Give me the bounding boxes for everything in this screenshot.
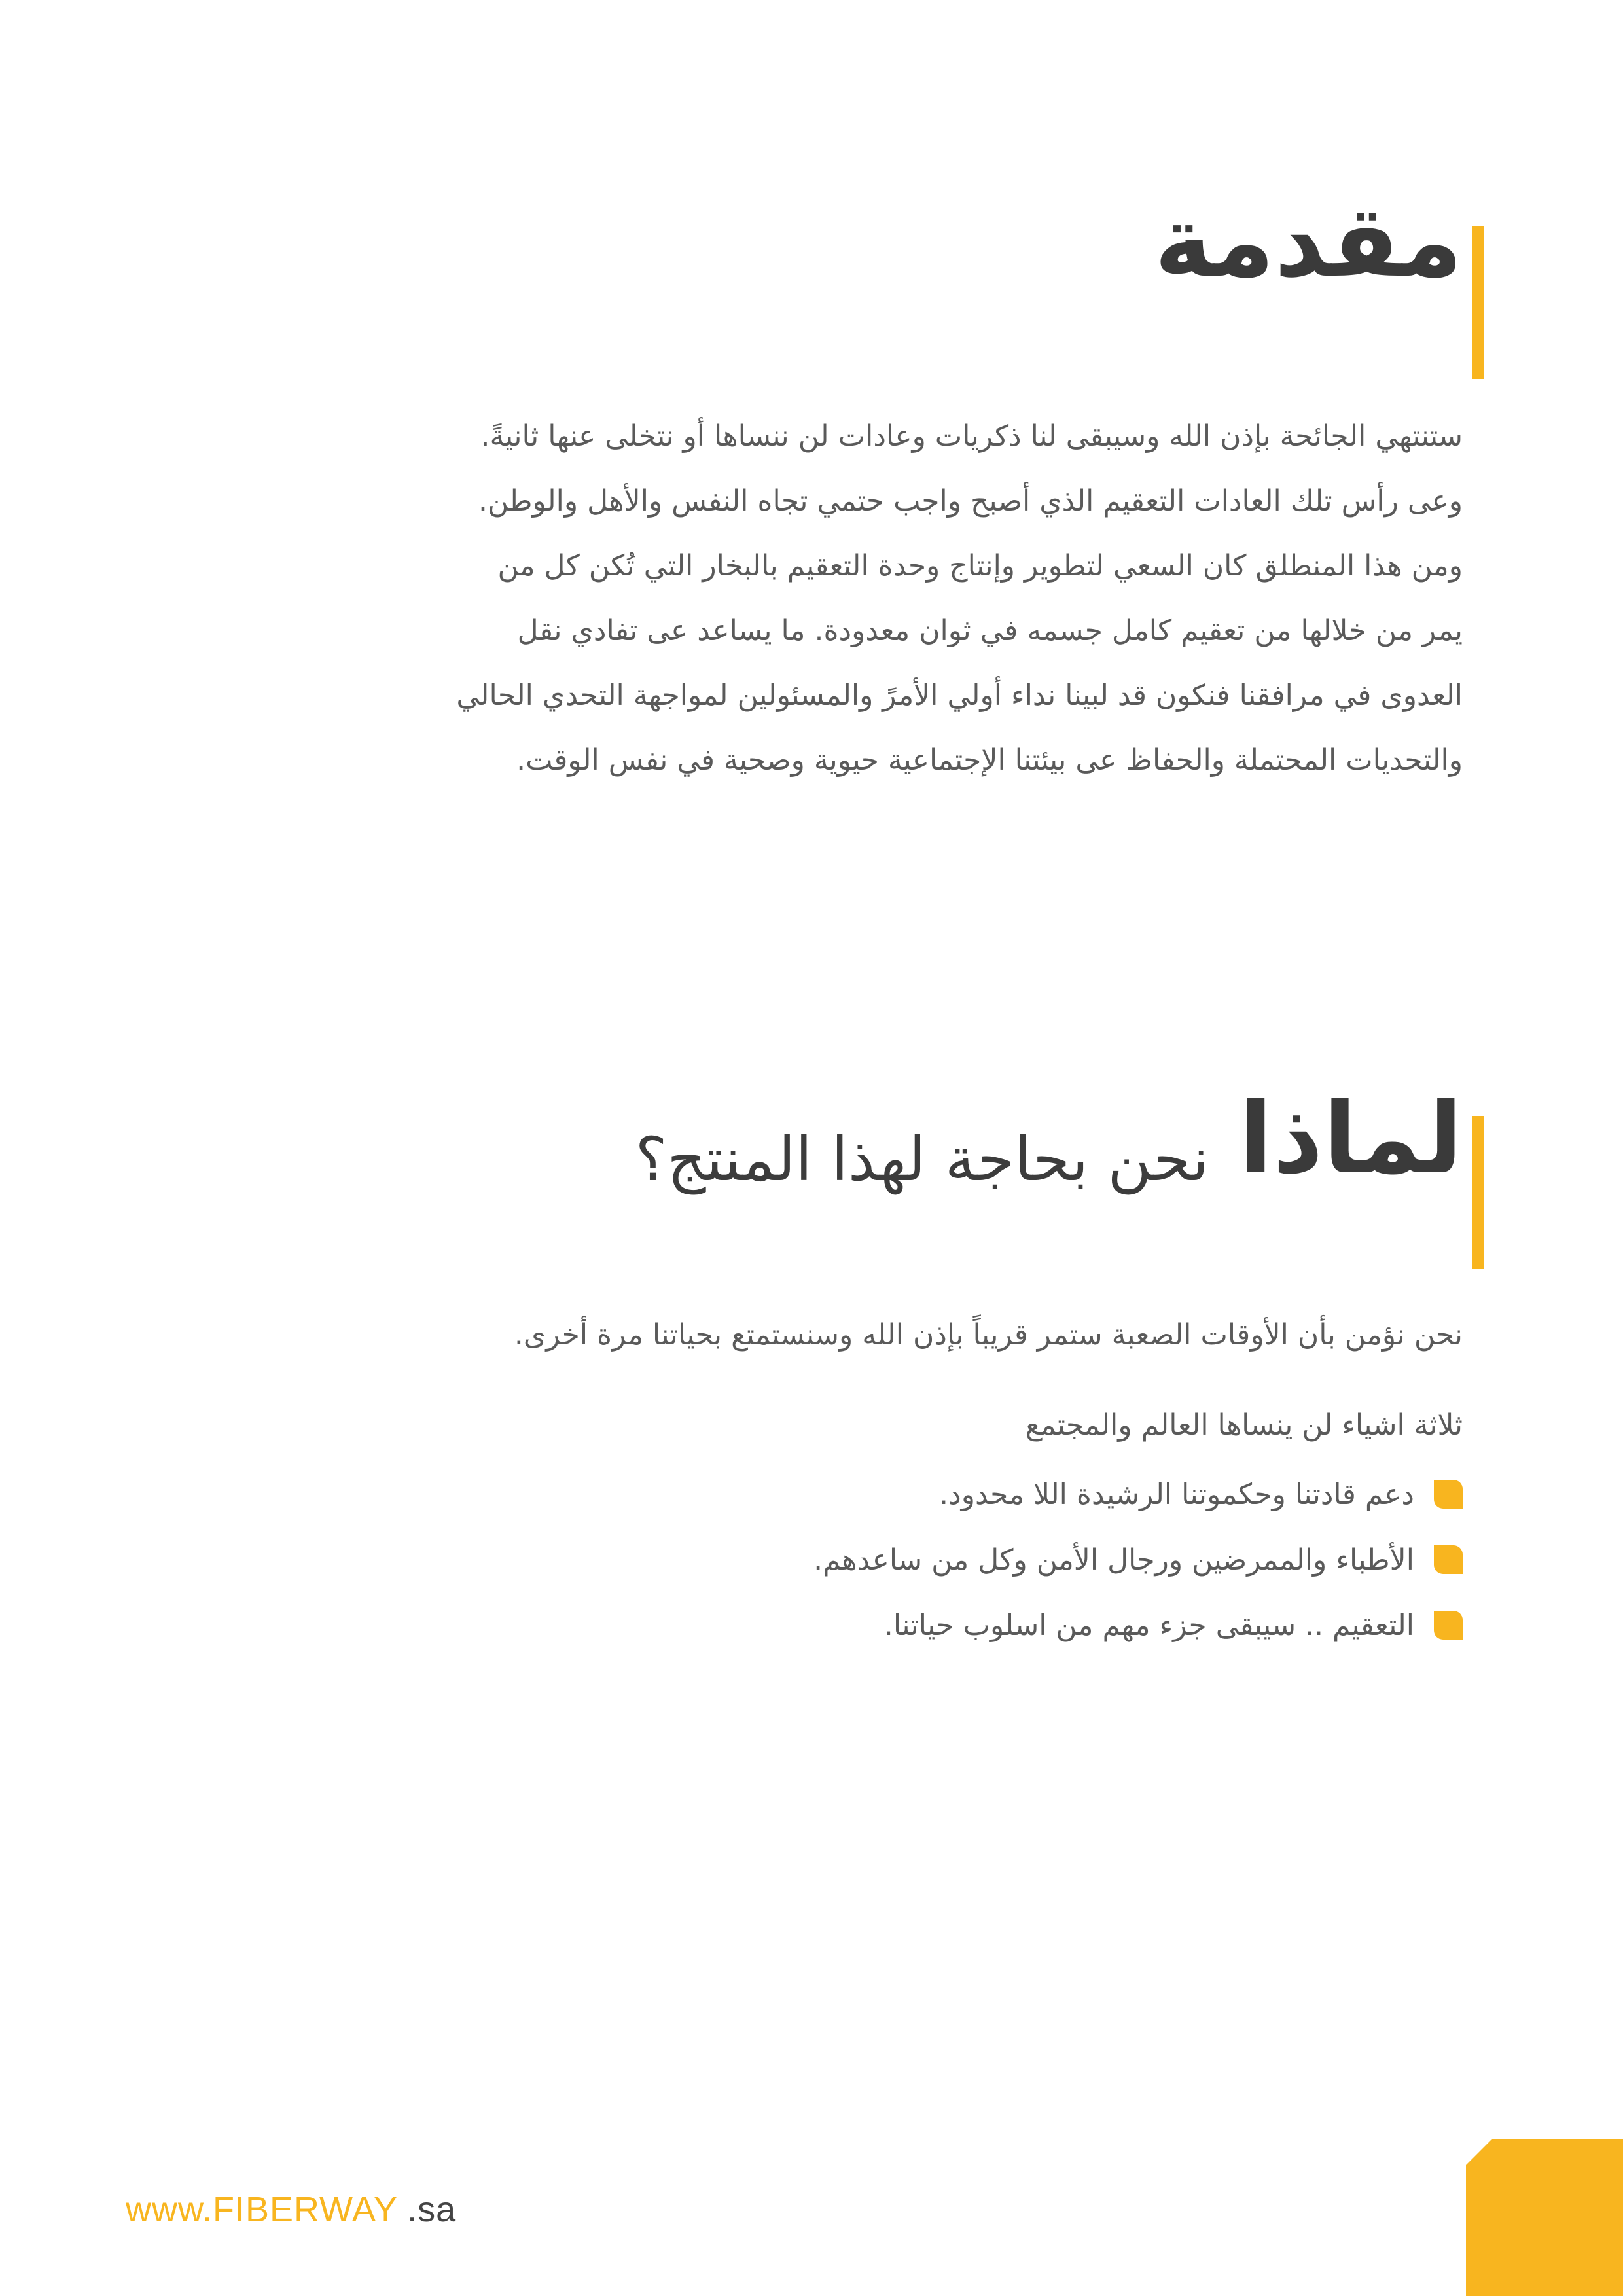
- why-accent-bar: [1472, 1116, 1484, 1269]
- corner-accent-block: [1466, 2139, 1623, 2296]
- intro-line-2: وعى رأس تلك العادات التعقيم الذي أصبح واجب حتمي تجاه النفس والأهل والوطن.: [478, 484, 1463, 518]
- why-statement-text: نحن نؤمن بأن الأوقات الصعبة ستمر قريباً بإذن الله وسنستمتع بحياتنا مرة أخرى.: [514, 1318, 1463, 1352]
- bullet-square-icon: [1434, 1611, 1463, 1640]
- intro-line-5: العدوى في مرافقنا فنكون قد لبينا نداء أولي الأمرً والمسئولين لمواجهة التحدي الحالي: [456, 679, 1463, 712]
- why-list-heading: [1026, 1393, 1463, 1458]
- list-item-text: التعقيم .. سيبقى جزء مهم من اسلوب حياتنا.: [883, 1608, 1414, 1642]
- footer-website-link[interactable]: [126, 2189, 456, 2230]
- why-title-sub: نحن بحاجة لهذا المنتج؟: [635, 1124, 1209, 1194]
- list-item: [813, 1527, 1463, 1592]
- intro-title-text: مقدمة: [1154, 185, 1463, 299]
- intro-line-6: والتحديات المحتملة والحفاظ عى بيئتنا الإجتماعية حيوية وصحية في نفس الوقت.: [516, 744, 1463, 777]
- bullet-square-icon: [1434, 1480, 1463, 1509]
- footer-url-tld: .sa: [407, 2190, 457, 2229]
- intro-paragraph: [456, 404, 1463, 793]
- why-statement: [514, 1302, 1463, 1367]
- list-item-text: الأطباء والممرضين ورجال الأمن وكل من ساعدهم.: [813, 1543, 1414, 1577]
- list-item: [813, 1592, 1463, 1658]
- intro-accent-bar: [1472, 226, 1484, 379]
- why-title-main: لماذا: [1239, 1082, 1463, 1196]
- bullet-square-icon: [1434, 1545, 1463, 1574]
- why-title: [635, 1082, 1463, 1196]
- list-item-text: دعم قادتنا وحكموتنا الرشيدة اللا محدود.: [939, 1477, 1414, 1511]
- why-bullet-list: [813, 1462, 1463, 1658]
- intro-line-4: يمر من خلالها من تعقيم كامل جسمه في ثوان معدودة. ما يساعد عى تفادي نقل: [517, 614, 1463, 647]
- intro-line-3: ومن هذا المنطلق كان السعي لتطوير وإنتاج وحدة التعقيم بالبخار التي تُكن كل من: [497, 549, 1463, 583]
- intro-title: [1154, 185, 1463, 299]
- intro-line-1: ستنتهي الجائحة بإذن الله وسيبقى لنا ذكريات وعادات لن ننساها أو نتخلى عنها ثانيةً.: [480, 420, 1463, 453]
- list-item: [813, 1462, 1463, 1527]
- why-list-heading-text: ثلاثة اشياء لن ينساها العالم والمجتمع: [1025, 1408, 1463, 1442]
- footer-url-domain: www.FIBERWAY: [126, 2190, 399, 2229]
